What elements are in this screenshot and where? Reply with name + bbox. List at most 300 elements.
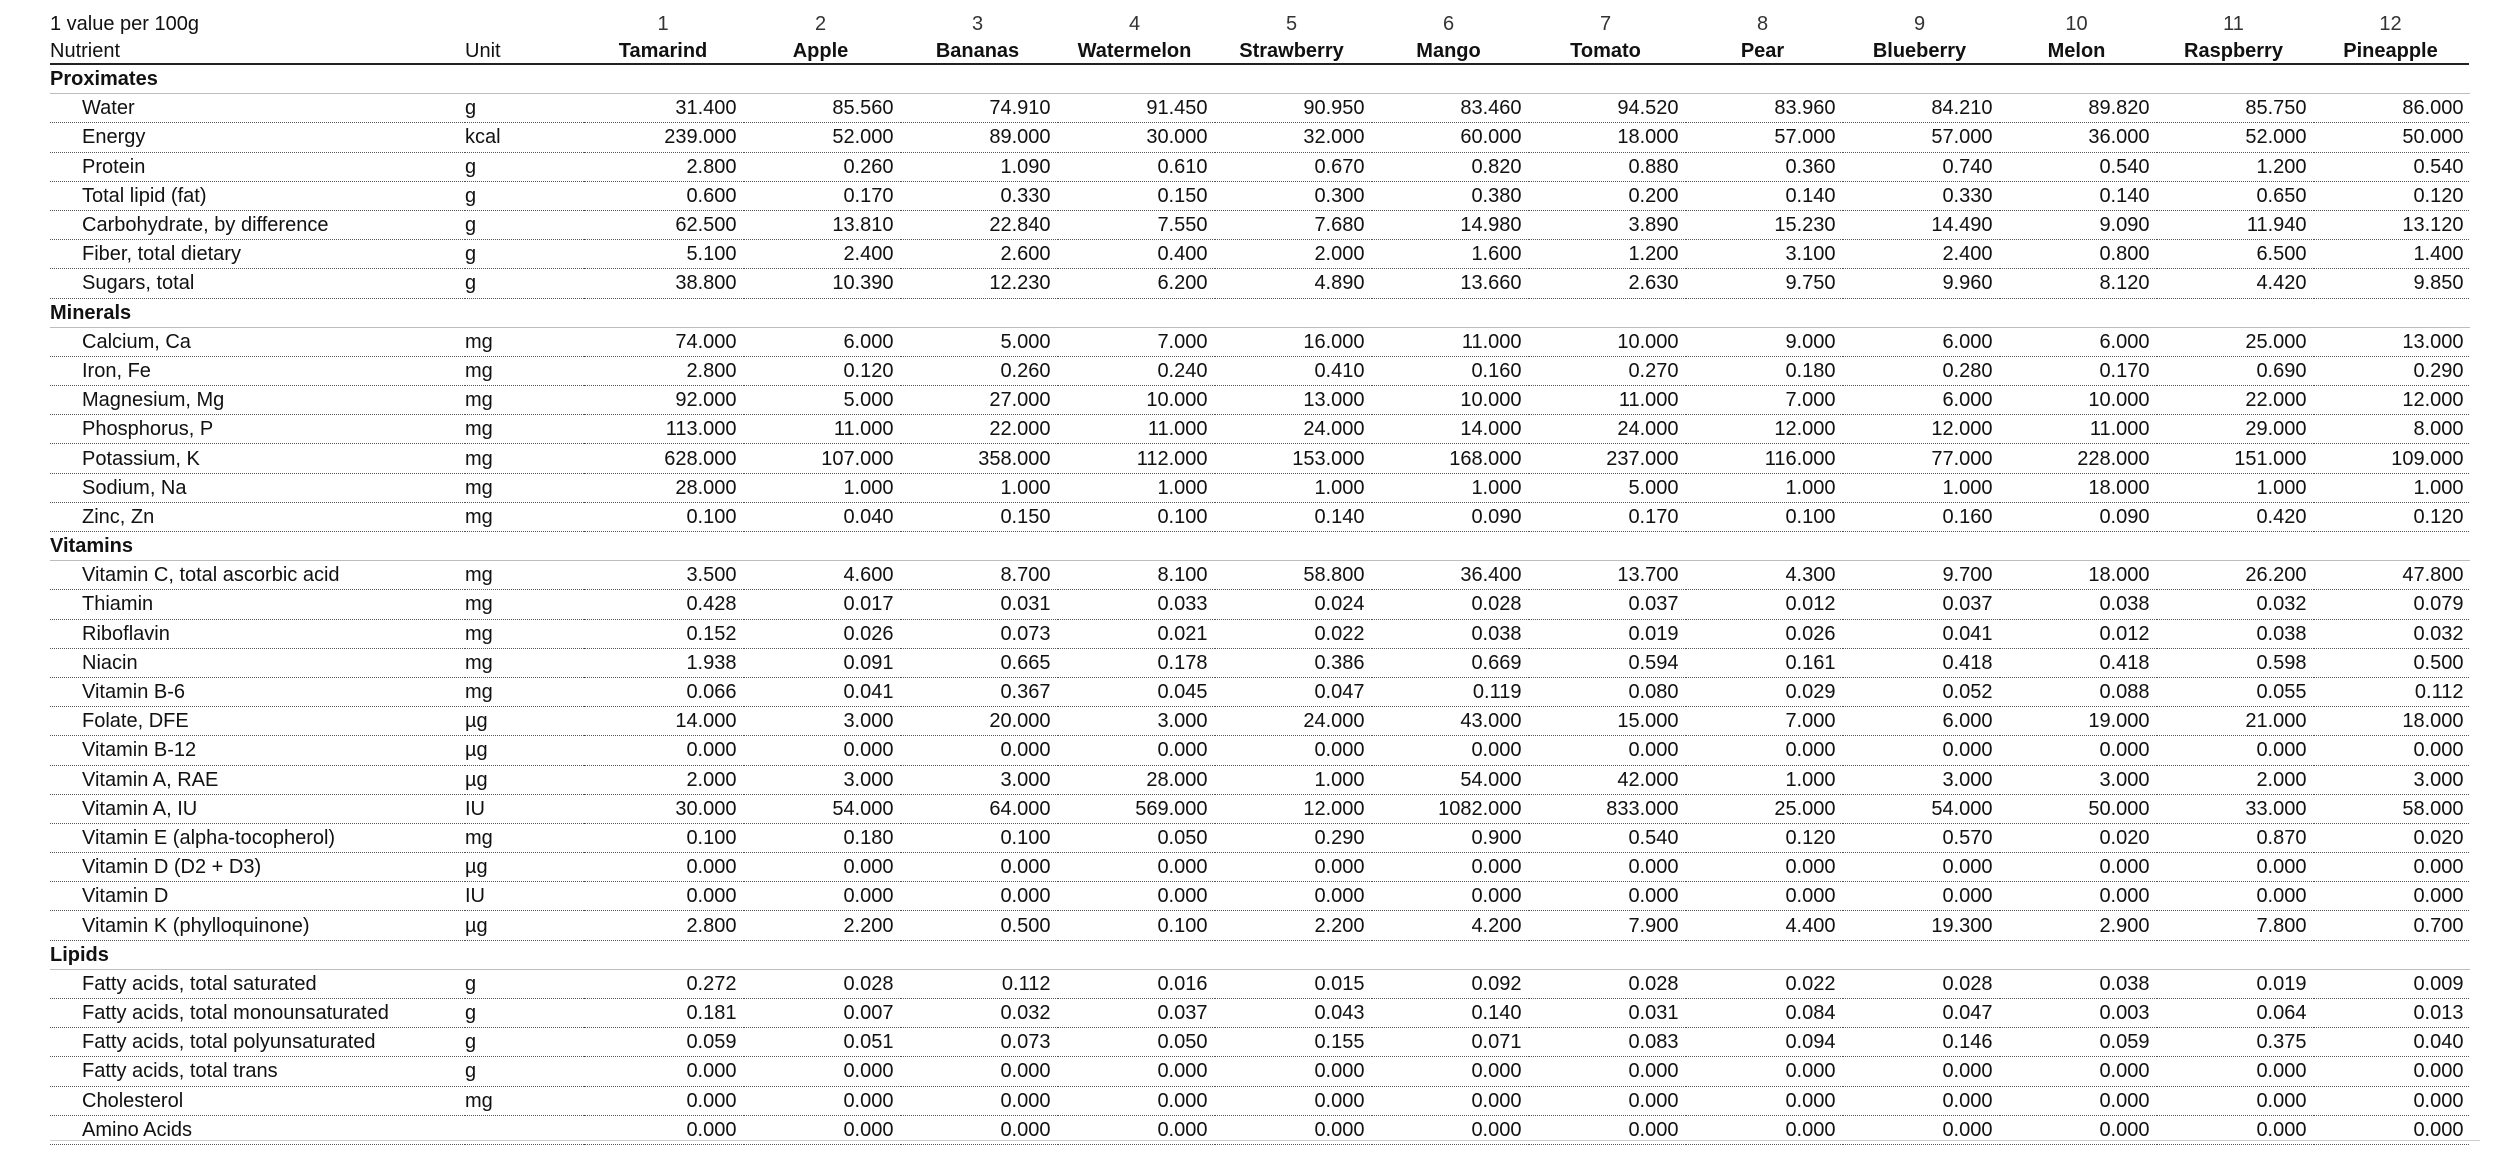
value-cell: 0.000: [899, 1057, 1056, 1086]
nutrient-name: Water: [50, 94, 465, 123]
value-cell: 628.000: [584, 444, 742, 473]
value-cell: 0.240: [1056, 356, 1213, 385]
value-cell: 0.000: [1056, 1115, 1213, 1144]
value-cell: 2.000: [2155, 765, 2312, 794]
value-cell: 31.400: [584, 94, 742, 123]
nutrient-name: Total lipid (fat): [50, 181, 465, 210]
value-cell: 26.200: [2155, 561, 2312, 590]
value-cell: 33.000: [2155, 794, 2312, 823]
value-cell: 0.059: [584, 1028, 742, 1057]
nutrient-name: Sugars, total: [50, 269, 465, 298]
table-row: [50, 853, 2469, 882]
value-cell: 0.091: [742, 648, 899, 677]
value-cell: 168.000: [1370, 444, 1527, 473]
nutrient-unit: µg: [465, 765, 584, 794]
value-cell: 0.000: [1213, 882, 1370, 911]
value-cell: 0.900: [1370, 823, 1527, 852]
value-cell: 0.052: [1841, 677, 1998, 706]
value-cell: 0.540: [1527, 823, 1684, 852]
value-cell: 0.000: [2155, 853, 2312, 882]
value-cell: 0.000: [2312, 736, 2469, 765]
table-row: [50, 911, 2469, 940]
value-cell: 0.260: [742, 152, 899, 181]
column-index: 4: [1128, 13, 1141, 35]
value-cell: 0.038: [1998, 969, 2155, 998]
fruit-header: Strawberry: [1213, 36, 1370, 64]
value-cell: 1.000: [899, 473, 1056, 502]
fruit-header: Tamarind: [584, 36, 742, 64]
value-cell: 0.820: [1370, 152, 1527, 181]
nutrient-name: Fatty acids, total monounsaturated: [50, 999, 465, 1028]
value-cell: 11.000: [1998, 415, 2155, 444]
value-cell: 1.200: [2155, 152, 2312, 181]
value-cell: 0.021: [1056, 619, 1213, 648]
value-cell: 0.700: [2312, 911, 2469, 940]
value-cell: 2.800: [584, 152, 742, 181]
value-cell: 0.038: [2155, 619, 2312, 648]
value-cell: 0.022: [1213, 619, 1370, 648]
table-row: [50, 619, 2469, 648]
value-cell: 0.000: [899, 1115, 1056, 1144]
value-cell: 0.160: [1841, 502, 1998, 531]
nutrient-unit: g: [465, 181, 584, 210]
value-cell: 18.000: [1998, 561, 2155, 590]
value-cell: 4.200: [1370, 911, 1527, 940]
table-row: [50, 707, 2469, 736]
value-cell: 0.594: [1527, 648, 1684, 677]
fruit-header: Pineapple: [2312, 36, 2469, 64]
nutrient-name: Fatty acids, total saturated: [50, 969, 465, 998]
value-cell: 0.059: [1998, 1028, 2155, 1057]
value-cell: 36.400: [1370, 561, 1527, 590]
value-cell: 3.000: [1056, 707, 1213, 736]
value-cell: 0.000: [584, 736, 742, 765]
value-cell: 14.490: [1841, 210, 1998, 239]
fruit-header: Mango: [1370, 36, 1527, 64]
value-cell: 0.026: [742, 619, 899, 648]
nutrient-name: Sodium, Na: [50, 473, 465, 502]
nutrient-name: Protein: [50, 152, 465, 181]
nutrient-unit: mg: [465, 561, 584, 590]
value-cell: 60.000: [1370, 123, 1527, 152]
value-cell: 0.000: [1841, 1086, 1998, 1115]
value-cell: 0.000: [1370, 1086, 1527, 1115]
value-cell: 0.032: [899, 999, 1056, 1028]
value-cell: 0.000: [1684, 736, 1841, 765]
value-cell: 10.000: [1998, 386, 2155, 415]
value-cell: 1.938: [584, 648, 742, 677]
nutrient-name: Phosphorus, P: [50, 415, 465, 444]
table-row: [50, 123, 2469, 152]
value-cell: 92.000: [584, 386, 742, 415]
value-cell: 0.200: [1527, 181, 1684, 210]
value-cell: 0.170: [1998, 356, 2155, 385]
value-cell: 9.850: [2312, 269, 2469, 298]
value-cell: 0.012: [1684, 590, 1841, 619]
value-cell: 0.000: [1527, 736, 1684, 765]
value-cell: 0.386: [1213, 648, 1370, 677]
value-cell: 0.000: [2155, 736, 2312, 765]
nutrient-unit: g: [465, 94, 584, 123]
table-row: [50, 590, 2469, 619]
value-cell: 18.000: [2312, 707, 2469, 736]
value-cell: 112.000: [1056, 444, 1213, 473]
fruit-header: Melon: [1998, 36, 2155, 64]
value-cell: 11.940: [2155, 210, 2312, 239]
value-cell: 27.000: [899, 386, 1056, 415]
value-cell: 0.665: [899, 648, 1056, 677]
value-cell: 0.009: [2312, 969, 2469, 998]
value-cell: 3.000: [1841, 765, 1998, 794]
nutrient-name: Potassium, K: [50, 444, 465, 473]
value-cell: 0.033: [1056, 590, 1213, 619]
value-cell: 0.000: [584, 1057, 742, 1086]
column-index: 7: [1599, 13, 1612, 35]
value-cell: 0.598: [2155, 648, 2312, 677]
nutrient-name: Vitamin E (alpha-tocopherol): [50, 823, 465, 852]
value-cell: 0.050: [1056, 1028, 1213, 1057]
value-cell: 113.000: [584, 415, 742, 444]
value-cell: 0.000: [1684, 882, 1841, 911]
value-cell: 153.000: [1213, 444, 1370, 473]
value-cell: 0.100: [1056, 502, 1213, 531]
value-cell: 19.000: [1998, 707, 2155, 736]
value-cell: 0.040: [2312, 1028, 2469, 1057]
value-cell: 7.800: [2155, 911, 2312, 940]
value-cell: 228.000: [1998, 444, 2155, 473]
value-cell: 0.000: [2155, 1115, 2312, 1144]
value-cell: 12.000: [1684, 415, 1841, 444]
value-cell: 0.330: [899, 181, 1056, 210]
value-cell: 13.660: [1370, 269, 1527, 298]
table-row: [50, 444, 2469, 473]
value-cell: 4.400: [1684, 911, 1841, 940]
value-cell: 0.540: [1998, 152, 2155, 181]
value-cell: 1.000: [1684, 473, 1841, 502]
nutrient-name: Thiamin: [50, 590, 465, 619]
nutrient-name: Vitamin A, RAE: [50, 765, 465, 794]
section-row: [50, 532, 2469, 561]
value-cell: 0.000: [584, 1115, 742, 1144]
section-row: [50, 298, 2469, 327]
nutrient-unit: mg: [465, 386, 584, 415]
nutrient-name: Vitamin D (D2 + D3): [50, 853, 465, 882]
value-cell: 0.800: [1998, 240, 2155, 269]
nutrient-unit: g: [465, 240, 584, 269]
nutrient-unit: IU: [465, 794, 584, 823]
value-cell: 2.200: [742, 911, 899, 940]
value-cell: 9.090: [1998, 210, 2155, 239]
value-cell: 358.000: [899, 444, 1056, 473]
value-cell: 0.280: [1841, 356, 1998, 385]
value-cell: 0.045: [1056, 677, 1213, 706]
value-cell: 24.000: [1213, 707, 1370, 736]
table-row: [50, 473, 2469, 502]
value-cell: 107.000: [742, 444, 899, 473]
value-cell: 47.800: [2312, 561, 2469, 590]
nutrient-unit: mg: [465, 590, 584, 619]
value-cell: 1.000: [1213, 765, 1370, 794]
value-cell: 54.000: [742, 794, 899, 823]
column-index: 3: [971, 13, 984, 35]
table-row: [50, 882, 2469, 911]
value-cell: 0.090: [1370, 502, 1527, 531]
nutrient-unit: mg: [465, 619, 584, 648]
value-cell: 11.000: [1056, 415, 1213, 444]
value-cell: 83.960: [1684, 94, 1841, 123]
value-cell: 50.000: [2312, 123, 2469, 152]
value-cell: 0.094: [1684, 1028, 1841, 1057]
value-cell: 43.000: [1370, 707, 1527, 736]
value-cell: 15.230: [1684, 210, 1841, 239]
value-cell: 0.000: [584, 882, 742, 911]
nutrient-name: Vitamin D: [50, 882, 465, 911]
value-cell: 0.066: [584, 677, 742, 706]
fruit-header: Apple: [742, 36, 899, 64]
table-row: [50, 269, 2469, 298]
value-cell: 0.000: [1841, 736, 1998, 765]
table-row: [50, 94, 2469, 123]
value-cell: 42.000: [1527, 765, 1684, 794]
value-cell: 74.000: [584, 327, 742, 356]
value-cell: 0.120: [742, 356, 899, 385]
value-cell: 0.000: [742, 1057, 899, 1086]
value-cell: 5.000: [1527, 473, 1684, 502]
column-index: 6: [1442, 13, 1455, 35]
value-cell: 0.418: [1841, 648, 1998, 677]
value-cell: 3.000: [742, 765, 899, 794]
value-cell: 10.000: [1056, 386, 1213, 415]
value-cell: 4.890: [1213, 269, 1370, 298]
value-cell: 9.960: [1841, 269, 1998, 298]
value-cell: 2.400: [742, 240, 899, 269]
value-cell: 0.367: [899, 677, 1056, 706]
table-row: [50, 152, 2469, 181]
value-cell: 52.000: [2155, 123, 2312, 152]
nutrient-table: [50, 12, 2470, 1145]
value-cell: 0.000: [742, 1115, 899, 1144]
value-cell: 0.140: [1213, 502, 1370, 531]
value-cell: 14.000: [1370, 415, 1527, 444]
value-cell: 0.161: [1684, 648, 1841, 677]
value-cell: 0.000: [1684, 1115, 1841, 1144]
value-cell: 0.000: [1841, 882, 1998, 911]
nutrient-unit: µg: [465, 853, 584, 882]
value-cell: 0.120: [2312, 181, 2469, 210]
section-title: Vitamins: [50, 532, 2469, 561]
value-cell: 1.090: [899, 152, 1056, 181]
value-cell: 0.000: [584, 1086, 742, 1115]
value-cell: 0.000: [1213, 1057, 1370, 1086]
value-cell: 8.000: [2312, 415, 2469, 444]
value-cell: 0.000: [1684, 1057, 1841, 1086]
value-cell: 57.000: [1841, 123, 1998, 152]
value-cell: 0.150: [899, 502, 1056, 531]
value-cell: 28.000: [584, 473, 742, 502]
value-cell: 4.600: [742, 561, 899, 590]
fruit-header: Raspberry: [2155, 36, 2312, 64]
value-cell: 6.000: [1841, 386, 1998, 415]
table-row: [50, 999, 2469, 1028]
value-cell: 0.080: [1527, 677, 1684, 706]
value-cell: 29.000: [2155, 415, 2312, 444]
value-cell: 20.000: [899, 707, 1056, 736]
value-cell: 0.000: [1998, 1115, 2155, 1144]
section-title: Minerals: [50, 298, 2469, 327]
table-row: [50, 736, 2469, 765]
value-cell: 30.000: [584, 794, 742, 823]
value-cell: 0.270: [1527, 356, 1684, 385]
value-cell: 6.200: [1056, 269, 1213, 298]
value-cell: 0.570: [1841, 823, 1998, 852]
value-cell: 0.420: [2155, 502, 2312, 531]
nutrient-name: Vitamin C, total ascorbic acid: [50, 561, 465, 590]
value-cell: 0.428: [584, 590, 742, 619]
value-cell: 0.146: [1841, 1028, 1998, 1057]
column-index: 12: [2379, 13, 2402, 35]
value-cell: 237.000: [1527, 444, 1684, 473]
value-cell: 12.000: [1213, 794, 1370, 823]
value-cell: 0.000: [1684, 853, 1841, 882]
value-cell: 3.000: [2312, 765, 2469, 794]
header-row: [50, 36, 2469, 64]
nutrient-name: Vitamin K (phylloquinone): [50, 911, 465, 940]
value-cell: 0.375: [2155, 1028, 2312, 1057]
value-cell: 0.012: [1998, 619, 2155, 648]
value-cell: 6.000: [1841, 327, 1998, 356]
value-cell: 0.000: [899, 882, 1056, 911]
value-cell: 77.000: [1841, 444, 1998, 473]
value-cell: 57.000: [1684, 123, 1841, 152]
value-cell: 3.500: [584, 561, 742, 590]
value-cell: 0.024: [1213, 590, 1370, 619]
value-cell: 0.100: [1056, 911, 1213, 940]
column-index: 11: [2223, 13, 2244, 35]
value-cell: 0.000: [1370, 1057, 1527, 1086]
value-cell: 8.100: [1056, 561, 1213, 590]
column-index: 9: [1913, 13, 1926, 35]
value-cell: 9.000: [1684, 327, 1841, 356]
table-row: [50, 1057, 2469, 1086]
value-cell: 0.000: [1213, 1086, 1370, 1115]
value-cell: 7.000: [1056, 327, 1213, 356]
nutrient-name: Riboflavin: [50, 619, 465, 648]
value-cell: 28.000: [1056, 765, 1213, 794]
value-cell: 6.000: [1841, 707, 1998, 736]
value-cell: 239.000: [584, 123, 742, 152]
value-cell: 0.000: [2312, 853, 2469, 882]
value-cell: 14.980: [1370, 210, 1527, 239]
value-cell: 0.000: [742, 853, 899, 882]
value-cell: 0.032: [2155, 590, 2312, 619]
nutrient-unit: IU: [465, 882, 584, 911]
value-cell: 0.028: [1527, 969, 1684, 998]
value-cell: 0.272: [584, 969, 742, 998]
value-cell: 0.031: [1527, 999, 1684, 1028]
value-cell: 0.100: [1684, 502, 1841, 531]
section-row: [50, 940, 2469, 969]
value-cell: 0.410: [1213, 356, 1370, 385]
value-cell: 0.000: [2155, 1057, 2312, 1086]
value-cell: 1.000: [1213, 473, 1370, 502]
value-cell: 11.000: [742, 415, 899, 444]
value-cell: 11.000: [1527, 386, 1684, 415]
value-cell: 19.300: [1841, 911, 1998, 940]
value-cell: 0.000: [2312, 1057, 2469, 1086]
value-cell: 0.000: [1841, 1057, 1998, 1086]
value-cell: 0.140: [1370, 999, 1527, 1028]
value-cell: 0.000: [1056, 1086, 1213, 1115]
fruit-header: Tomato: [1527, 36, 1684, 64]
value-cell: 12.000: [2312, 386, 2469, 415]
value-cell: 4.420: [2155, 269, 2312, 298]
value-cell: 0.028: [1370, 590, 1527, 619]
value-cell: 0.037: [1056, 999, 1213, 1028]
value-cell: 14.000: [584, 707, 742, 736]
value-cell: 0.670: [1213, 152, 1370, 181]
value-cell: 0.610: [1056, 152, 1213, 181]
value-cell: 0.870: [2155, 823, 2312, 852]
value-cell: 52.000: [742, 123, 899, 152]
value-cell: 0.155: [1213, 1028, 1370, 1057]
value-cell: 0.064: [2155, 999, 2312, 1028]
value-cell: 3.000: [899, 765, 1056, 794]
value-cell: 0.047: [1841, 999, 1998, 1028]
value-cell: 1.200: [1527, 240, 1684, 269]
nutrient-name: Carbohydrate, by difference: [50, 210, 465, 239]
value-cell: 0.120: [1684, 823, 1841, 852]
nutrient-name: Fiber, total dietary: [50, 240, 465, 269]
value-cell: 0.170: [1527, 502, 1684, 531]
table-row: [50, 677, 2469, 706]
value-cell: 89.820: [1998, 94, 2155, 123]
nutrient-name: Folate, DFE: [50, 707, 465, 736]
column-index: 1: [657, 13, 669, 35]
value-cell: 0.000: [1527, 1057, 1684, 1086]
value-cell: 0.022: [1684, 969, 1841, 998]
value-cell: 0.100: [584, 502, 742, 531]
value-cell: 0.600: [584, 181, 742, 210]
value-cell: 3.000: [742, 707, 899, 736]
value-cell: 0.047: [1213, 677, 1370, 706]
table-row: [50, 240, 2469, 269]
fruit-header: Watermelon: [1056, 36, 1213, 64]
value-cell: 0.000: [1056, 853, 1213, 882]
value-cell: 0.000: [2155, 1086, 2312, 1115]
value-cell: 833.000: [1527, 794, 1684, 823]
value-cell: 7.000: [1684, 707, 1841, 736]
nutrient-unit: mg: [465, 1086, 584, 1115]
value-cell: 50.000: [1998, 794, 2155, 823]
value-cell: 5.000: [899, 327, 1056, 356]
value-cell: 0.100: [899, 823, 1056, 852]
value-cell: 0.000: [1213, 853, 1370, 882]
value-cell: 0.013: [2312, 999, 2469, 1028]
nutrient-name: Calcium, Ca: [50, 327, 465, 356]
value-cell: 0.000: [742, 1086, 899, 1115]
value-cell: 0.740: [1841, 152, 1998, 181]
table-row: [50, 969, 2469, 998]
value-cell: 0.400: [1056, 240, 1213, 269]
table-bottom-rule: [50, 1140, 2480, 1141]
nutrient-header: Nutrient: [50, 36, 465, 64]
value-cell: 84.210: [1841, 94, 1998, 123]
nutrient-unit: g: [465, 1057, 584, 1086]
column-index: 2: [814, 13, 827, 35]
nutrient-unit: g: [465, 152, 584, 181]
value-cell: 58.800: [1213, 561, 1370, 590]
value-cell: 0.000: [2312, 1115, 2469, 1144]
